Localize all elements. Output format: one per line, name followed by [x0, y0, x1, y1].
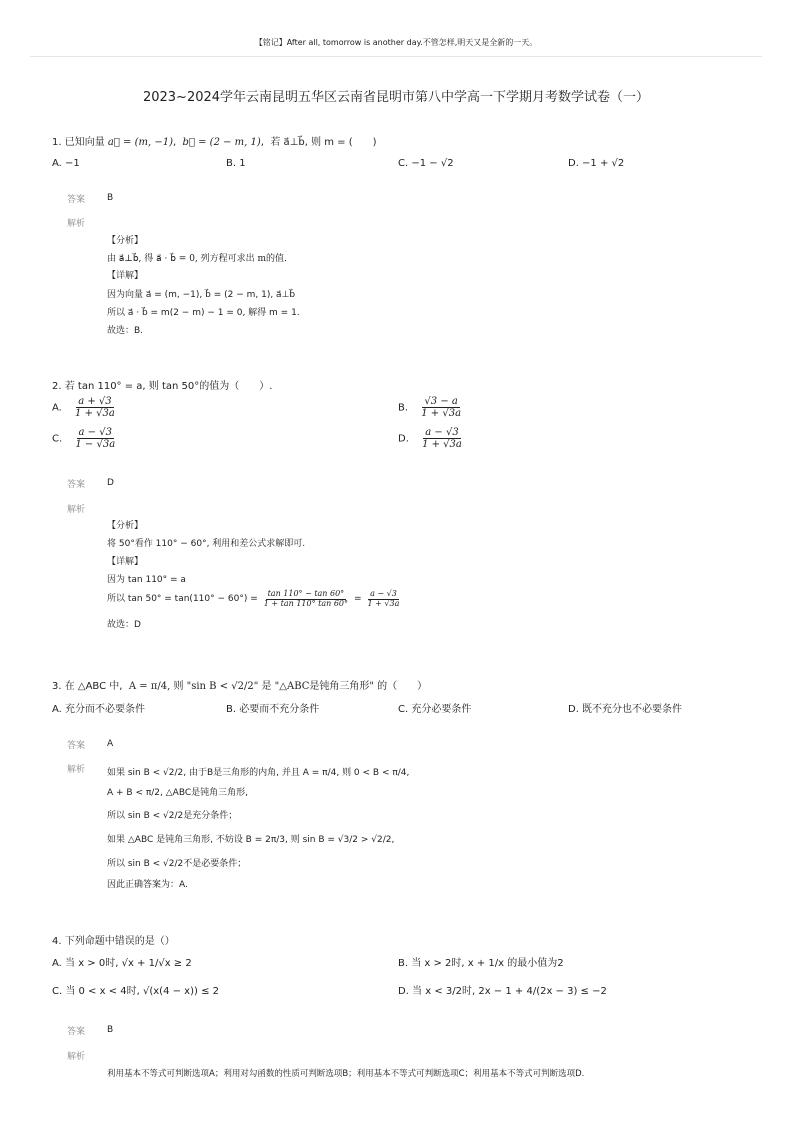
q2-option-c-num: a − √3 — [78, 427, 112, 438]
q2-analysis-line: 【分析】 — [107, 521, 144, 531]
q2-option-d-fraction — [420, 427, 464, 450]
q3-stem-part-2: A = π/4, 则 "sin B < √2/2" 是 "△ABC是钝角三角形" 的（ ） — [128, 681, 428, 692]
q1-vector-a: a⃗ = (m, −1) — [107, 137, 173, 148]
q4-option-c: C. 当 0 < x < 4时, √(x(4 − x)) ≤ 2 — [52, 986, 220, 997]
q4-option-d: D. 当 x < 3/2时, 2x − 1 + 4/(2x − 3) ≤ −2 — [398, 986, 607, 997]
q4-stem: 4. 下列命题中错误的是（） — [52, 936, 175, 947]
q2-option-d-label: D. — [398, 433, 409, 445]
q2-option-a-fraction — [73, 396, 117, 419]
q2-option-c — [52, 427, 117, 450]
q2-formula-den-2: 1 + √3a — [367, 598, 400, 608]
q2-option-d-num: a − √3 — [425, 427, 459, 438]
q3-answer-value: A — [107, 739, 114, 749]
q2-answer-label: 答案 — [67, 480, 86, 490]
q1-analysis-line: 因为向量 a⃗ = (m, −1), b⃗ = (2 − m, 1), a⃗⊥b⃗ — [107, 290, 296, 300]
q2-formula-prefix: 所以 tan 50° = tan(110° − 60°) = — [107, 594, 258, 605]
q4-analysis-label: 解析 — [67, 1052, 86, 1062]
q2-option-a — [52, 396, 117, 419]
q4-answer-value: B — [107, 1025, 114, 1035]
q3-analysis-line: 所以 sin B < √2/2不是必要条件； — [107, 859, 247, 869]
q3-stem-part-1: 3. 在 △ABC 中, — [52, 681, 123, 692]
q3-stem — [52, 680, 427, 693]
q4-option-b: B. 当 x > 2时, x + 1/x 的最小值为2 — [398, 958, 564, 969]
q1-analysis-line: 【分析】 — [107, 236, 144, 246]
q1-analysis-line: 所以 a⃗ · b⃗ = m(2 − m) − 1 = 0, 解得 m = 1. — [107, 308, 300, 318]
q2-option-c-label: C. — [52, 433, 63, 445]
q2-analysis-line: 故选：D — [107, 620, 141, 630]
q3-analysis-line: 如果 sin B < √2/2, 由于B是三角形的内角, 并且 A = π/4, 则 0 < B < π/4, — [107, 768, 410, 778]
q2-analysis-formula — [107, 590, 401, 609]
q3-analysis-line: 如果 △ABC 是钝角三角形, 不妨设 B = 2π/3, 则 sin B = √3/2 > √2/2, — [107, 835, 395, 845]
q1-option-a: A. −1 — [52, 158, 80, 169]
q2-analysis-line: 将 50°看作 110° − 60°, 利用和差公式求解即可. — [107, 539, 306, 549]
q2-option-b-label: B. — [398, 402, 409, 414]
header-divider — [30, 56, 762, 57]
q2-analysis-label: 解析 — [67, 505, 86, 515]
q3-analysis-line: 因此正确答案为：A. — [107, 880, 188, 890]
q1-condition: 若 a⃗⊥b⃗, 则 m = ( ) — [270, 137, 377, 148]
q2-option-c-fraction — [73, 427, 117, 450]
q2-formula-den-1: 1 + tan 110° tan 60° — [263, 598, 348, 608]
q2-formula-equals: = — [354, 594, 362, 605]
header-banner: 【铭记】After all, tomorrow is another day.不管怎样,明天又是全新的一天。 — [254, 38, 538, 47]
q3-option-a: A. 充分而不必要条件 — [52, 704, 146, 715]
q2-option-d — [398, 427, 464, 450]
q4-analysis-line: 利用基本不等式可判断选项A；利用对勾函数的性质可判断选项B；利用基本不等式可判断选项C；利用基本不等式可判断选项D. — [107, 1069, 585, 1079]
q1-analysis-line: 【详解】 — [107, 271, 144, 281]
q2-option-a-den: 1 + √3a — [75, 408, 115, 419]
q1-stem-prefix: 1. 已知向量 — [52, 137, 108, 148]
q1-answer-label: 答案 — [67, 195, 86, 205]
q2-option-b-den: 1 + √3a — [421, 408, 462, 419]
q2-option-a-num: a + √3 — [78, 396, 112, 407]
q1-analysis-label: 解析 — [67, 219, 86, 229]
q2-option-b-fraction — [419, 396, 463, 419]
q3-analysis-line: A + B < π/2, △ABC是钝角三角形, — [107, 788, 248, 798]
q2-analysis-line: 【详解】 — [107, 557, 144, 567]
q2-answer-value: D — [107, 478, 114, 488]
q1-vector-b: b⃗ = (2 − m, 1) — [182, 137, 261, 148]
page-title: 2023~2024学年云南昆明五华区云南省昆明市第八中学高一下学期月考数学试卷（一） — [142, 90, 650, 105]
q2-option-d-den: 1 + √3a — [422, 439, 462, 450]
q1-analysis-line: 由 a⃗⊥b⃗, 得 a⃗ · b⃗ = 0, 列方程可求出 m的值. — [107, 254, 287, 264]
q3-option-d: D. 既不充分也不必要条件 — [568, 704, 683, 715]
q3-option-b: B. 必要而不充分条件 — [226, 704, 320, 715]
q1-option-b: B. 1 — [226, 158, 246, 169]
q2-formula-fraction-1 — [262, 590, 350, 609]
q2-option-b — [398, 396, 463, 419]
q1-stem: 1. 已知向量 a⃗ = (m, −1), b⃗ = (2 − m, 1), 若 a⃗⊥b⃗, 则 m = ( ) — [52, 137, 377, 148]
q2-option-b-num: √3 − a — [424, 396, 458, 407]
q1-option-d: D. −1 + √2 — [568, 158, 625, 169]
q4-answer-label: 答案 — [67, 1027, 86, 1037]
q2-formula-num-1: tan 110° − tan 60° — [267, 589, 345, 598]
q2-formula-fraction-2 — [366, 590, 402, 609]
q3-answer-label: 答案 — [67, 741, 86, 751]
q1-option-c: C. −1 − √2 — [398, 158, 454, 169]
q3-option-c: C. 充分必要条件 — [398, 704, 472, 715]
q2-formula-num-2: a − √3 — [370, 589, 397, 598]
q3-analysis-line: 所以 sin B < √2/2是充分条件； — [107, 811, 238, 821]
q2-option-a-label: A. — [52, 402, 62, 414]
q2-option-c-den: 1 − √3a — [75, 439, 116, 450]
q2-analysis-line: 因为 tan 110° = a — [107, 575, 186, 585]
q3-analysis-label: 解析 — [67, 765, 86, 775]
q4-option-a: A. 当 x > 0时, √x + 1/√x ≥ 2 — [52, 958, 192, 969]
q1-analysis-line: 故选：B. — [107, 326, 144, 336]
q1-answer-value: B — [107, 193, 114, 203]
q2-stem: 2. 若 tan 110° = a, 则 tan 50°的值为（ ）. — [52, 381, 273, 392]
